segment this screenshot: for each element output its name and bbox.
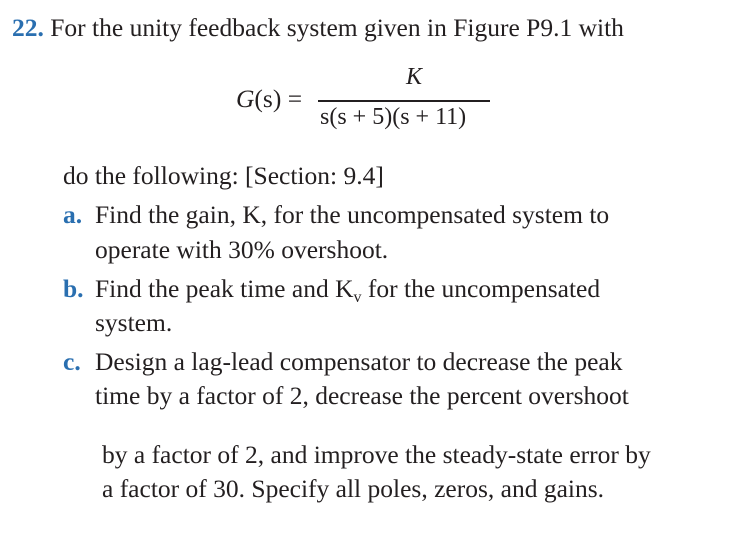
item-a-line2: operate with 30% overshoot. <box>95 235 389 264</box>
item-a-line1: Find the gain, K, for the uncompensated system to <box>95 200 610 229</box>
problem-header <box>12 13 624 43</box>
problem-intro: For the unity feedback system given in Figure P9.1 with <box>50 13 624 42</box>
item-c-line4: a factor of 30. Specify all poles, zeros, and gains. <box>102 474 605 503</box>
item-c-line1: Design a lag-lead compensator to decrease the peak <box>95 347 623 376</box>
item-b-line2: system. <box>95 308 173 337</box>
item-b-subscript: v <box>353 289 362 306</box>
item-c-line3: by a factor of 2, and improve the steady-state error by <box>102 440 651 469</box>
item-c-line2: time by a factor of 2, decrease the percent overshoot <box>95 381 629 410</box>
item-b-line1-post: for the uncompensated <box>361 274 601 303</box>
equation-denominator: s(s + 5)(s + 11) <box>320 104 467 130</box>
transfer-function-equation <box>236 66 516 136</box>
equation-lhs-arg: (s) <box>254 84 282 113</box>
problem-number: 22. <box>12 13 44 42</box>
item-c-label: c. <box>63 347 81 376</box>
item-c <box>63 347 622 377</box>
item-a <box>63 200 609 230</box>
item-a-label: a. <box>63 200 83 229</box>
fraction-bar <box>318 100 490 102</box>
instruction-text: do the following: [Section: 9.4] <box>63 161 384 190</box>
equation-lhs <box>236 84 302 114</box>
equation-numerator: K <box>406 64 423 90</box>
item-b-line1-pre: Find the peak time and K <box>95 274 354 303</box>
equation-equals: = <box>287 84 303 113</box>
equation-lhs-func: G <box>236 84 255 113</box>
item-b-label: b. <box>63 274 84 303</box>
